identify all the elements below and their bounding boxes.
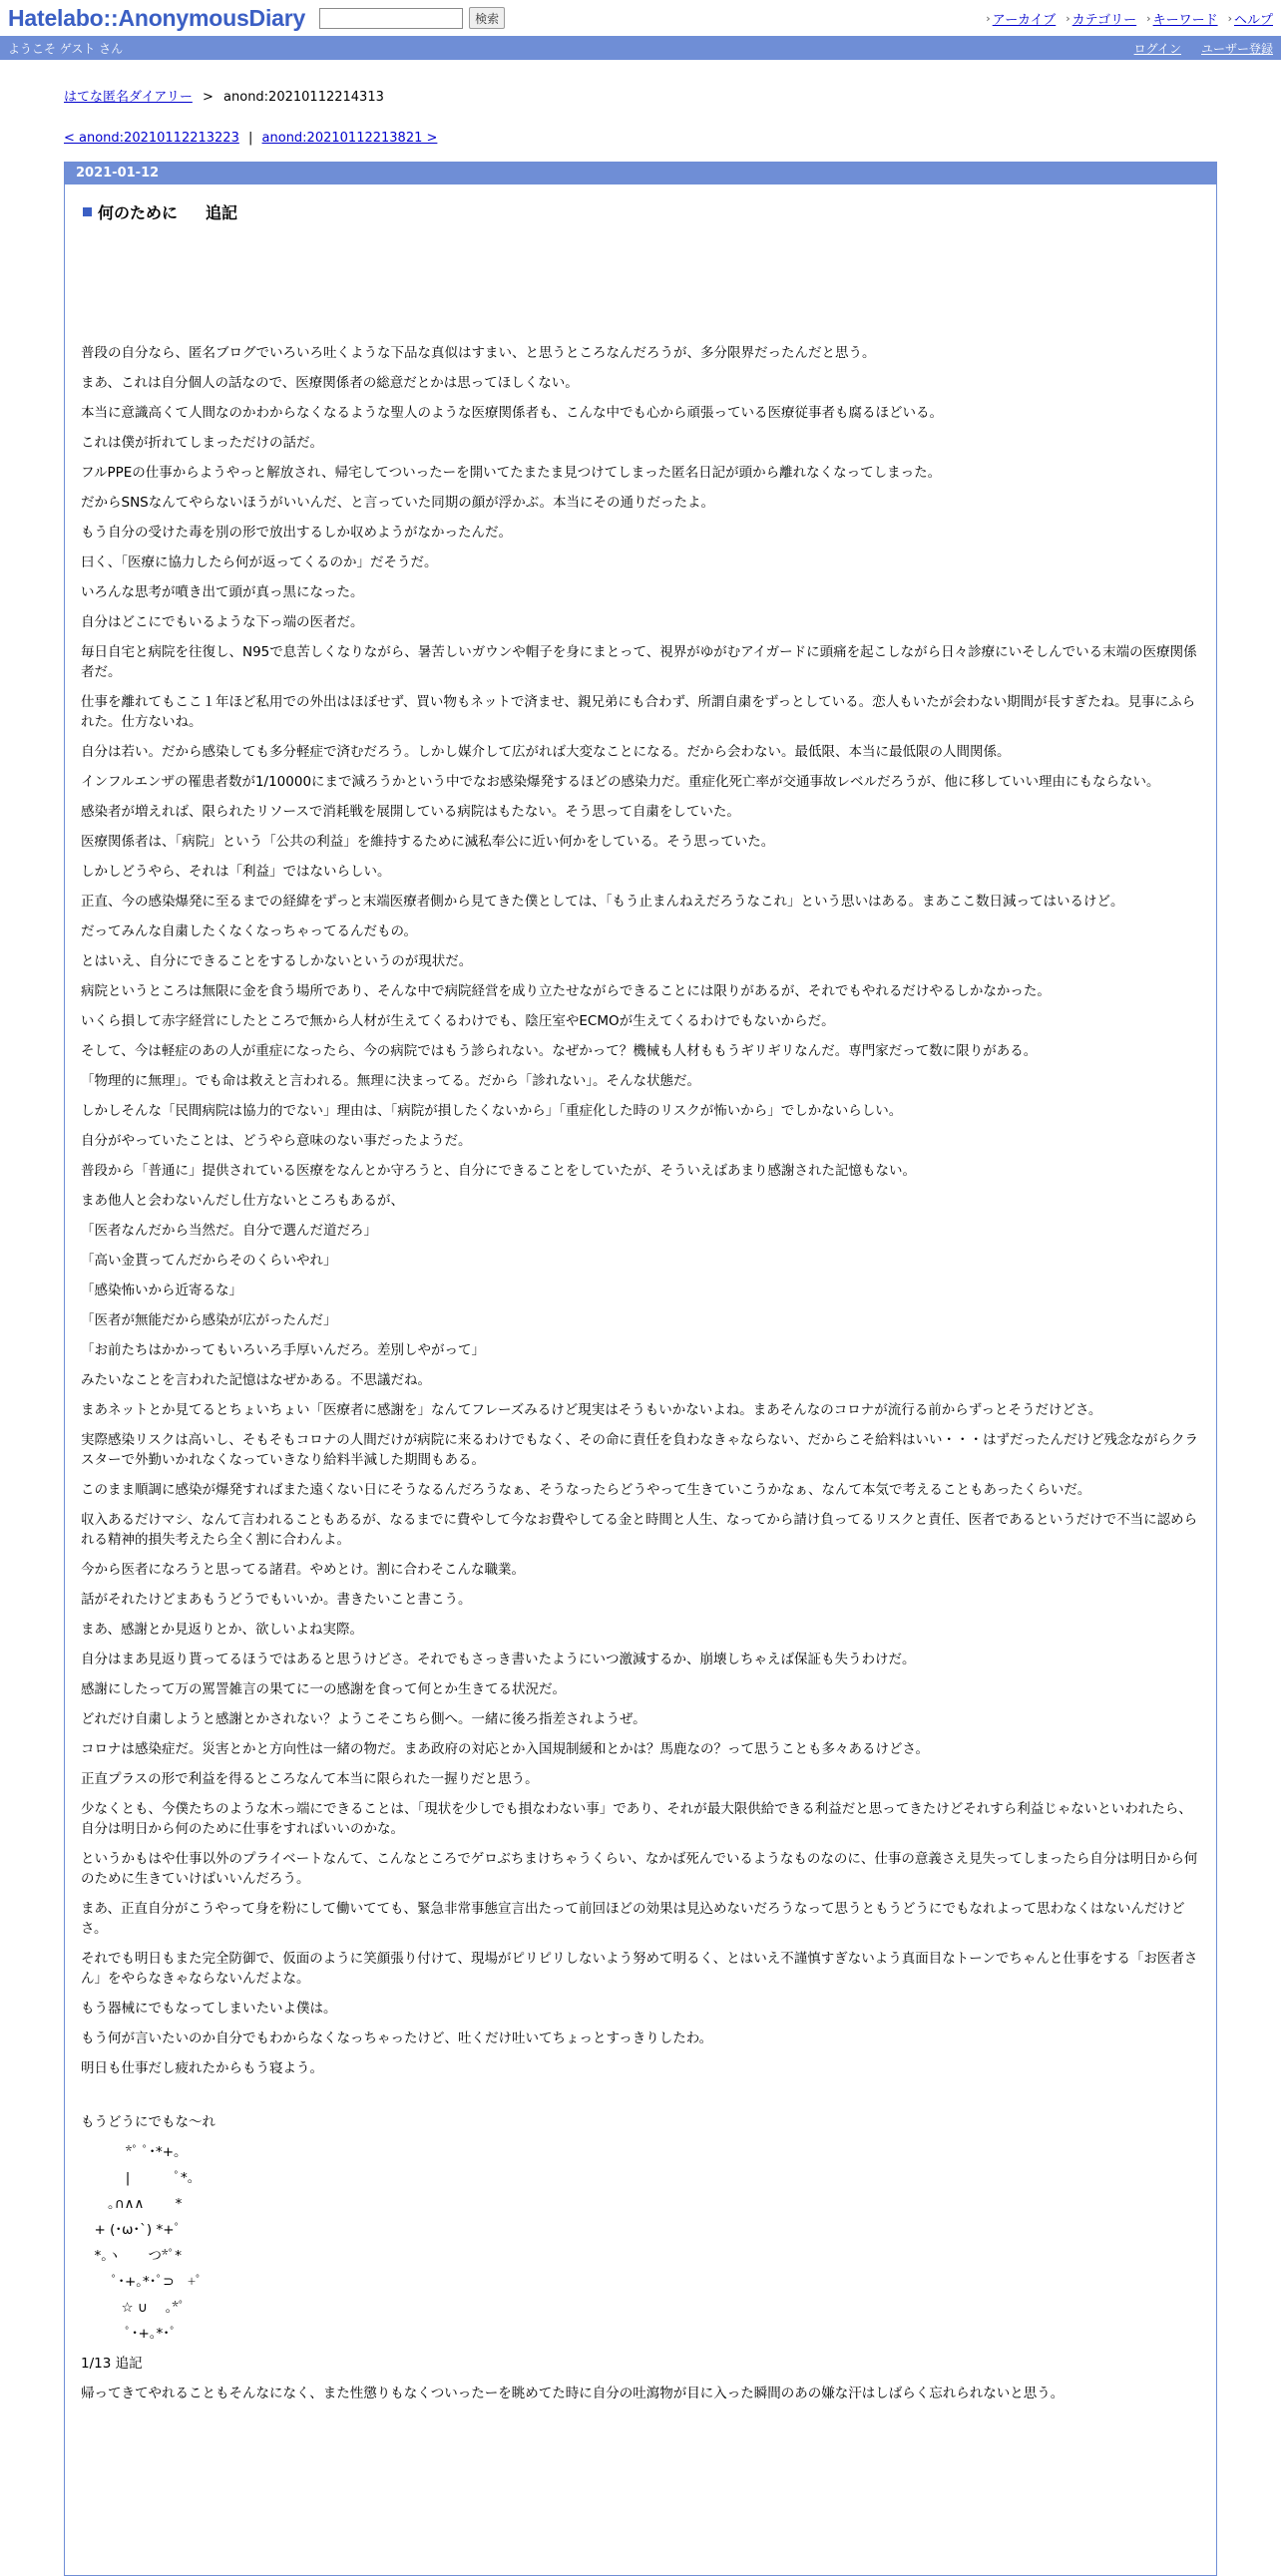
ascii-art — [81, 2142, 1200, 2350]
nav-category-link[interactable]: カテゴリー — [1071, 12, 1137, 28]
search-button[interactable]: 検索 — [469, 7, 505, 29]
entry-title-suffix: 追記 — [206, 203, 238, 222]
entry-paragraph: しかしそんな「民間病院は協力的でない」理由は、「病院が損したくないから」「重症化した時のリスクが怖いから」でしかないらしい。 — [81, 1103, 903, 1119]
nav-help[interactable] — [1228, 9, 1273, 28]
entry-paragraph: 仕事を離れてもここ１年ほど私用での外出はほぼせず、買い物もネットで済ませ、親兄弟にも合わず、所謂自粛をずっとしている。恋人もいたが会わない期間が長すぎたね。見事にふられた。仕方ないね。 — [81, 694, 1196, 730]
entry-paragraph: 医療関係者は、「病院」という「公共の利益」を維持するために滅私奉公に近い何かをしている。そう思っていた。 — [81, 834, 775, 850]
entry-paragraph: 「感染怖いから近寄るな」 — [81, 1283, 242, 1298]
entry-paragraph: もう何が言いたいのか自分でもわからなくなっちゃったけど、吐くだけ吐いてちょっとすっきりしたわ。 — [81, 2030, 713, 2046]
site-logo[interactable]: Hatelabo::AnonymousDiary — [8, 4, 306, 31]
entry-paragraph: どれだけ自粛しようと感謝とかされない？ようこそこちら側へ。一緒に後ろ指差されようぜ。 — [81, 1711, 646, 1727]
chevron-right-icon: › — [1227, 11, 1232, 25]
nav-category[interactable] — [1066, 9, 1136, 28]
entry-pager — [64, 131, 1217, 146]
aa-intro: もうどうにでもな～れ — [81, 2114, 215, 2130]
breadcrumb — [64, 86, 1217, 105]
ascii-art-line: ﾟ･+｡*･ﾟ⊃ +ﾟ — [81, 2274, 203, 2290]
top-nav — [986, 9, 1273, 28]
entry-paragraph: 今から医者になろうと思ってる諸君。やめとけ。割に合わそこんな職業。 — [81, 1562, 525, 1578]
nav-keyword[interactable] — [1146, 9, 1217, 28]
ascii-art-line: ｡∩∧∧ * — [81, 2196, 183, 2212]
entry-paragraph: まあネットとか見てるとちょいちょい「医療者に感謝を」なんてフレーズみるけど現実はそうもいかないよね。まあそんなのコロナが流行る前からずっとそうだけどさ。 — [81, 1402, 1102, 1418]
day-section — [64, 162, 1217, 2576]
welcome-bar — [0, 36, 1281, 60]
entry-paragraph: まあ、正直自分がこうやって身を粉にして働いてても、緊急非常事態宣言出たって前回ほどの効果は見込めないだろうなって思うともうどうにでもなれよって思わなくはないんだけどさ。 — [81, 1901, 1185, 1937]
search-input[interactable] — [319, 8, 463, 29]
entry-paragraph: もう自分の受けた毒を別の形で放出するしか収めようがなかったんだ。 — [81, 525, 512, 541]
entry-paragraph: 感染者が増えれば、限られたリソースで消耗戦を展開している病院はもたない。そう思って自粛をしていた。 — [81, 804, 740, 820]
entry-paragraph: 正直、今の感染爆発に至るまでの経緯をずっと末端医療者側から見てきた僕としては、「もう止まんねえだろうなこれ」という思いはある。まあここ数日減ってはいるけど。 — [81, 894, 1124, 910]
pager-separator: | — [248, 131, 253, 146]
entry-paragraph: いろんな思考が噴き出て頭が真っ黒になった。 — [81, 584, 364, 600]
entry-paragraph: しかしどうやら、それは「利益」ではないらしい。 — [81, 864, 391, 880]
ascii-art-line: ☆ ∪ ｡*ﾟ — [81, 2300, 186, 2316]
register-link[interactable]: ユーザー登録 — [1200, 41, 1273, 56]
entry-paragraph: 自分は若い。だから感染しても多分軽症で済むだろう。しかし媒介して広がれば大変なことになる。だから会わない。最低限、本当に最低限の人間関係。 — [81, 744, 1011, 760]
entry-paragraph: 実際感染リスクは高いし、そもそもコロナの人間だけが病院に来るわけでもなく、その命に責任を負わなきゃならない、だからこそ給料はいい・・・はずだったんだけど残念ながらクラスターで外勤いかれなくなっていきなり給料半減した期間もある。 — [81, 1432, 1198, 1468]
entry-paragraph: それでも明日もまた完全防御で、仮面のように笑顔張り付けて、現場がピリピリしないよう努めて明るく、とはいえ不謹慎すぎないよう真面目なトーンでちゃんと仕事をする「お医者さん」をやらなきゃならないんだよな。 — [81, 1951, 1198, 1987]
entry-paragraph: これは僕が折れてしまっただけの話だ。 — [81, 435, 323, 451]
entry-body — [65, 184, 1216, 2403]
entry-paragraph: まあ他人と会わないんだし仕方ないところもあるが、 — [81, 1193, 404, 1209]
ascii-art-line: *｡ヽ つ*ﾟ* — [81, 2248, 182, 2264]
entry-paragraph: 曰く、「医療に協力したら何が返ってくるのか」だそうだ。 — [81, 554, 438, 570]
entry-paragraphs — [81, 343, 1200, 2078]
entry-paragraph: もう器械にでもなってしまいたいよ僕は。 — [81, 2001, 337, 2017]
ascii-art-line: | ﾟ*｡ — [81, 2170, 195, 2186]
addendum-text: 帰ってきてやれることもそんなになく、また性懲りもなくついったーを眺めてた時に自分の吐瀉物が目に入った瞬間のあの嫌な汗はしばらく忘れられないと思う。 — [81, 2386, 1065, 2401]
entry-paragraph: 明日も仕事だし疲れたからもう寝よう。 — [81, 2060, 323, 2076]
site-header — [0, 0, 1281, 36]
chevron-right-icon: › — [986, 11, 991, 25]
breadcrumb-current: anond:20210112214313 — [223, 90, 384, 105]
main-content — [0, 60, 1281, 2576]
entry-paragraph: 普段から「普通に」提供されている医療をなんとか守ろうと、自分にできることをしていたが、そういえばあまり感謝された記憶もない。 — [81, 1163, 916, 1179]
spacer — [81, 2088, 1200, 2112]
entry-paragraph: インフルエンザの罹患者数が1/10000にまで減ろうかという中でなお感染爆発するほどの感染力だ。重症化死亡率が交通事故レベルだろうが、他に移していい理由にもならない。 — [81, 774, 1160, 790]
next-entry-link[interactable]: anond:20210112213821 > — [261, 131, 438, 146]
entry-paragraph: このまま順調に感染が爆発すればまた遠くない日にそうなるんだろうなぁ、そうなったらどうやって生きていこうかなぁ、なんて本気で考えることもあったくらいだ。 — [81, 1482, 1091, 1498]
entry-paragraph: 普段の自分なら、匿名ブログでいろいろ吐くような下品な真似はすまい、と思うところなんだろうが、多分限界だったんだと思う。 — [81, 345, 876, 361]
entry-paragraph: とはいえ、自分にできることをするしかないというのが現状だ。 — [81, 953, 473, 969]
entry-paragraph: まあ、これは自分個人の話なので、医療関係者の総意だとかは思ってほしくない。 — [81, 375, 579, 391]
welcome-text: ようこそ ゲスト さん — [8, 41, 124, 56]
chevron-right-icon: › — [1146, 11, 1151, 25]
entry-paragraph: 毎日自宅と病院を往復し、N95で息苦しくなりながら、暑苦しいガウンや帽子を身にまとって、視界がゆがむアイガードに頭痛を起こしながら日々診療にいそしんでいる末端の医療関係者だ。 — [81, 644, 1197, 680]
entry-paragraph: 「医者なんだから当然だ。自分で選んだ道だろ」 — [81, 1223, 377, 1239]
login-link[interactable]: ログイン — [1133, 41, 1181, 56]
entry-paragraph: 「お前たちはかかってもいろいろ手厚いんだろ。差別しやがって」 — [81, 1342, 485, 1358]
entry-paragraph: 自分がやっていたことは、どうやら意味のない事だったようだ。 — [81, 1133, 472, 1149]
entry-title — [81, 200, 1200, 223]
entry-paragraph: 病院というところは無限に金を食う場所であり、そんな中で病院経営を成り立たせながらできることには限りがあるが、それでもやれるだけやるしかなかった。 — [81, 983, 1051, 999]
breadcrumb-root-link[interactable]: はてな匿名ダイアリー — [64, 90, 193, 105]
prev-entry-link[interactable]: < anond:20210112213223 — [64, 131, 239, 146]
nav-archive[interactable] — [986, 9, 1056, 28]
entry-paragraph: 「医者が無能だから感染が広がったんだ」 — [81, 1312, 337, 1328]
nav-archive-link[interactable]: アーカイブ — [992, 12, 1057, 28]
breadcrumb-separator: > — [202, 90, 214, 105]
nav-help-link[interactable]: ヘルプ — [1233, 12, 1273, 28]
entry-paragraph: いくら損して赤字経営にしたところで無から人材が生えてくるわけでも、陰圧室やECMOが生えてくるわけでもないからだ。 — [81, 1013, 835, 1029]
entry-paragraph: まあ、感謝とか見返りとか、欲しいよね実際。 — [81, 1622, 363, 1638]
entry-paragraph: だからSNSなんてやらないほうがいいんだ、と言っていた同期の顔が浮かぶ。本当にその通りだったよ。 — [81, 495, 715, 511]
ascii-art-line: ﾟ･+｡*･ﾟ — [81, 2326, 177, 2342]
entry-paragraph: 自分はまあ見返り貰ってるほうではあると思うけどさ。それでもさっき書いたようにいつ激減するか、崩壊しちゃえば保証も失うわけだ。 — [81, 1652, 916, 1667]
entry-paragraph: だってみんな自粛したくなくなっちゃってるんだもの。 — [81, 923, 417, 939]
entry-paragraph: 正直プラスの形で利益を得るところなんて本当に限られた一握りだと思う。 — [81, 1771, 539, 1787]
ascii-art-line: + (･ω･`) *+ﾟ — [81, 2222, 182, 2238]
entry-paragraph: 自分はどこにでもいるような下っ端の医者だ。 — [81, 614, 364, 630]
entry-paragraph: そして、今は軽症のあの人が重症になったら、今の病院ではもう診られない。なぜかって？機械も人材ももうギリギリなんだ。専門家だって数に限りがある。 — [81, 1043, 1038, 1059]
entry-title-text: 何のために — [98, 203, 179, 222]
entry-paragraph: 「高い金貰ってんだからそのくらいやれ」 — [81, 1253, 337, 1269]
square-bullet-icon[interactable] — [83, 207, 92, 216]
entry-paragraph: 本当に意識高くて人間なのかわからなくなるような聖人のような医療関係者も、こんな中でも心から頑張っている医療従事者も腐るほどいる。 — [81, 405, 943, 421]
entry-paragraph: 感謝にしたって万の罵詈雑言の果てに一の感謝を食って何とか生きてる状況だ。 — [81, 1681, 566, 1697]
chevron-right-icon: › — [1066, 11, 1070, 25]
entry-paragraph: コロナは感染症だ。災害とかと方向性は一緒の物だ。まあ政府の対応とか入国規制緩和とかは？馬鹿なの？って思うことも多々あるけどさ。 — [81, 1741, 929, 1757]
nav-keyword-link[interactable]: キーワード — [1152, 12, 1218, 28]
entry-paragraph: 少なくとも、今僕たちのような木っ端にできることは、「現状を少しでも損なわない事」であり、それが最大限供給できる利益だと思ってきたけどそれすら利益じゃないといわれたら、自分は明日から何のために仕事をすればいいのかな。 — [81, 1801, 1192, 1837]
entry-paragraph: というかもはや仕事以外のプライベートなんて、こんなところでゲロぶちまけちゃうくらい、なかば死んでいるようなものなのに、仕事の意義さえ見失ってしまったら自分は明日から何のために生きていけばいいんだろう。 — [81, 1851, 1198, 1887]
entry-paragraph: 収入あるだけマシ、なんて言われることもあるが、なるまでに費やして今なお費やしてる金と時間と人生、なってから請け負ってるリスクと責任、医者であるというだけで不当に認められる精神的損失考えたら全く割に合わんよ。 — [81, 1512, 1198, 1548]
day-date: 2021-01-12 — [65, 163, 1216, 184]
entry-paragraph: みたいなことを言われた記憶はなぜかある。不思議だね。 — [81, 1372, 431, 1388]
entry-paragraph: 話がそれたけどまあもうどうでもいいか。書きたいこと書こう。 — [81, 1592, 472, 1608]
entry-paragraph: 「物理的に無理」。でも命は救えと言われる。無理に決まってる。だから「診れない」。そんな状態だ。 — [81, 1073, 700, 1089]
addendum-label: 1/13 追記 — [81, 2356, 143, 2372]
ascii-art-line: *ﾟ ﾟ･*+｡ — [81, 2144, 181, 2160]
entry-paragraph: フルPPEの仕事からようやっと解放され、帰宅してついったーを開いてたまたま見つけてしまった匿名日記が頭から離れなくなってしまった。 — [81, 465, 942, 481]
